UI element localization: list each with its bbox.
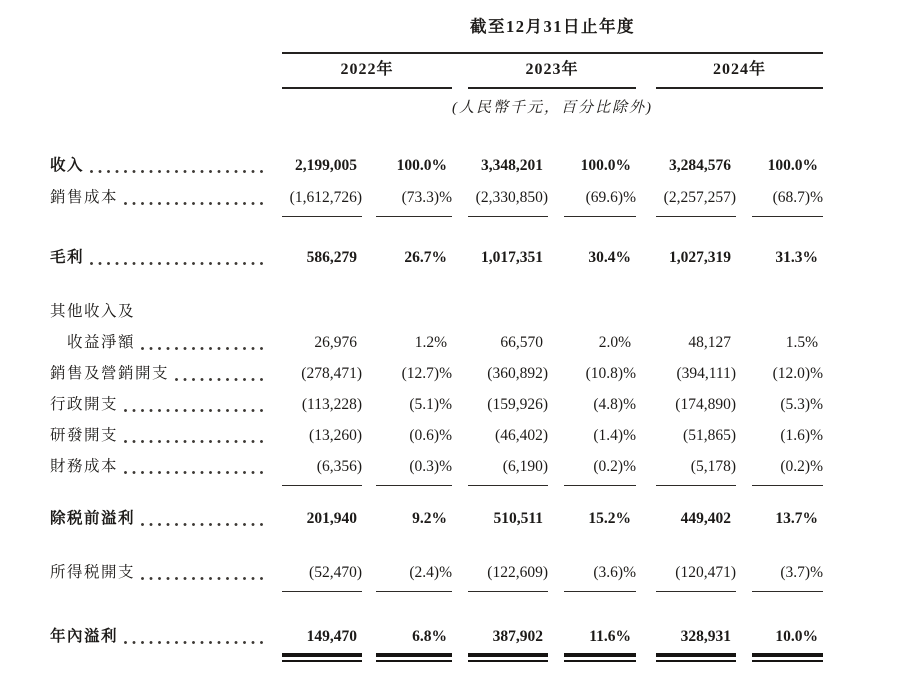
dot-leader [90,261,268,266]
value-cell: (122,609) [468,563,548,583]
year-column-header-2023: 2023年 [468,60,636,89]
dot-leader [124,640,268,645]
value-cell: (12.0)% [772,365,823,382]
value-cell: 449,402 [680,510,731,527]
value-cell: (2,257,257) [656,188,736,208]
value-cell: (3.7)% [752,563,823,583]
row-label: 其他收入及 [50,303,136,320]
value-cell: 1.5% [785,334,818,351]
value-cell: (12.7)% [401,365,452,382]
value-cell: 26.7% [404,249,447,266]
value-cell: (0.2)% [564,457,636,477]
value-cell: 149,470 [282,627,362,647]
table-row [50,426,912,446]
value-cell: (73.3)% [376,188,452,208]
value-cell: (120,471) [656,563,736,583]
row-label: 銷售成本 [50,189,119,206]
value-cell: 201,940 [306,510,357,527]
table-row [50,563,912,583]
row-label: 毛利 [50,249,85,266]
value-cell: 328,931 [656,627,736,647]
table-row [50,457,912,477]
value-cell: 11.6% [564,627,636,647]
value-cell: (5.1)% [409,396,452,413]
value-cell: (6,356) [282,457,362,477]
value-cell: 1,017,351 [481,249,543,266]
row-label-cell [50,248,282,268]
row-label: 除税前溢利 [50,510,136,527]
row-label-cell [50,426,282,446]
value-cell: (278,471) [301,365,362,382]
financial-table-body [50,156,912,647]
dot-leader [175,377,268,382]
value-cell: (1,612,726) [282,188,362,208]
row-label-cell [50,627,282,647]
value-cell: 48,127 [688,334,731,351]
table-row [50,395,912,415]
row-label: 財務成本 [50,458,119,475]
row-label: 銷售及營銷開支 [50,365,170,382]
value-cell: (5.3)% [780,396,823,413]
table-row [50,333,912,353]
value-cell: (360,892) [487,365,548,382]
value-cell: 15.2% [588,510,631,527]
row-label: 研發開支 [50,427,119,444]
row-label-cell [50,563,282,583]
value-cell: 6.8% [376,627,452,647]
year-column-header-2022: 2022年 [282,60,452,89]
value-cell: 100.0% [396,157,447,174]
dot-leader [141,576,268,581]
value-cell: 100.0% [580,157,631,174]
value-cell: (5,178) [656,457,736,477]
dot-leader [124,439,268,444]
row-label-cell [50,509,282,529]
value-cell: 2.0% [598,334,631,351]
value-cell: (68.7)% [752,188,823,208]
row-label-cell [50,333,282,353]
year-header-row [282,60,912,89]
value-cell: (0.3)% [376,457,452,477]
value-cell: (2.4)% [376,563,452,583]
value-cell: (0.2)% [752,457,823,477]
row-label-cell [50,457,282,477]
dot-leader [90,169,268,174]
row-label: 行政開支 [50,396,119,413]
value-cell: (46,402) [495,427,548,444]
value-cell: 9.2% [412,510,447,527]
value-cell: (1.4)% [593,427,636,444]
table-row [50,627,912,647]
row-label: 年內溢利 [50,628,119,645]
row-label-cell [50,156,282,176]
value-cell: (0.6)% [409,427,452,444]
value-cell: (10.8)% [585,365,636,382]
value-cell: (6,190) [468,457,548,477]
period-header: 截至12月31日止年度 [470,17,635,36]
value-cell: 13.7% [775,510,818,527]
value-cell: 100.0% [767,157,818,174]
value-cell: 10.0% [752,627,823,647]
row-label: 收益淨額 [67,334,136,351]
unit-note: (人民幣千元，百分比除外) [452,100,653,116]
value-cell: 30.4% [588,249,631,266]
value-cell: (13,260) [309,427,362,444]
table-row [50,248,912,268]
value-cell: (4.8)% [593,396,636,413]
dot-leader [141,522,268,527]
value-cell: 510,511 [493,510,543,527]
value-cell: 3,284,576 [669,157,731,174]
table-row [50,302,912,322]
value-cell: 1.2% [414,334,447,351]
dot-leader [124,408,268,413]
header-rule [282,52,823,54]
value-cell: (174,890) [675,396,736,413]
dot-leader [124,470,268,475]
value-cell: (52,470) [282,563,362,583]
dot-leader [141,346,268,351]
row-label: 收入 [50,157,85,174]
year-column-header-2024: 2024年 [656,60,823,89]
row-label-cell [50,302,282,322]
table-row [50,364,912,384]
value-cell: 26,976 [314,334,357,351]
value-cell: 31.3% [775,249,818,266]
value-cell: 66,570 [500,334,543,351]
value-cell: (394,111) [676,365,736,382]
dot-leader [124,201,268,206]
value-cell: 586,279 [306,249,357,266]
table-row [50,156,912,176]
row-label: 所得税開支 [50,564,136,581]
value-cell: 387,902 [468,627,548,647]
value-cell: 2,199,005 [295,157,357,174]
value-cell: (69.6)% [564,188,636,208]
row-label-cell [50,395,282,415]
value-cell: (113,228) [301,396,362,413]
table-row [50,509,912,529]
value-cell: (1.6)% [780,427,823,444]
value-cell: (159,926) [487,396,548,413]
table-row [50,188,912,208]
value-cell: 1,027,319 [669,249,731,266]
value-cell: (51,865) [683,427,736,444]
value-cell: (3.6)% [564,563,636,583]
row-label-cell [50,188,282,208]
row-label-cell [50,364,282,384]
value-cell: (2,330,850) [468,188,548,208]
value-cell: 3,348,201 [481,157,543,174]
